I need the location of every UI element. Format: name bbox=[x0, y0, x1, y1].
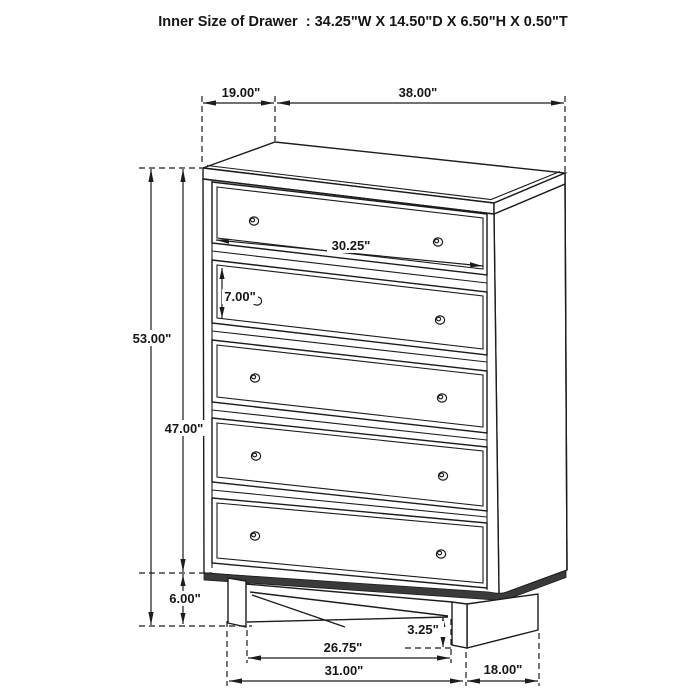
dim-label-leg-height: 6.00" bbox=[169, 591, 201, 606]
dim-label-base-depth: 18.00" bbox=[483, 662, 523, 677]
knob bbox=[251, 452, 260, 460]
left-leg bbox=[228, 578, 246, 627]
knob bbox=[438, 472, 447, 480]
knob bbox=[437, 394, 446, 402]
right-leg-side bbox=[467, 594, 538, 648]
dim-label-top-depth: 19.00" bbox=[221, 85, 261, 100]
cabinet bbox=[203, 142, 567, 648]
knob bbox=[436, 550, 445, 558]
dim-label-drawer-width: 30.25" bbox=[331, 238, 371, 253]
dim-label-drawer-height: 7.00" bbox=[224, 289, 256, 304]
knob bbox=[249, 217, 258, 225]
dim-label-base-reveal: 3.25" bbox=[407, 622, 439, 637]
dim-label-top-width: 38.00" bbox=[398, 85, 438, 100]
side-panel bbox=[494, 184, 567, 595]
knob bbox=[435, 316, 444, 324]
right-leg-front bbox=[452, 602, 467, 648]
dim-label-overall-height: 53.00" bbox=[132, 331, 172, 346]
dim-label-base-outer-width: 31.00" bbox=[324, 663, 364, 678]
dim-label-underside-height: 47.00" bbox=[164, 421, 204, 436]
knob bbox=[433, 238, 442, 246]
dim-label-base-inner-width: 26.75" bbox=[323, 640, 363, 655]
knob bbox=[250, 374, 259, 382]
diagram-title: Inner Size of Drawer : 34.25"W X 14.50"D X 6.50"H X 0.50"T bbox=[158, 14, 568, 30]
knob bbox=[250, 532, 259, 540]
